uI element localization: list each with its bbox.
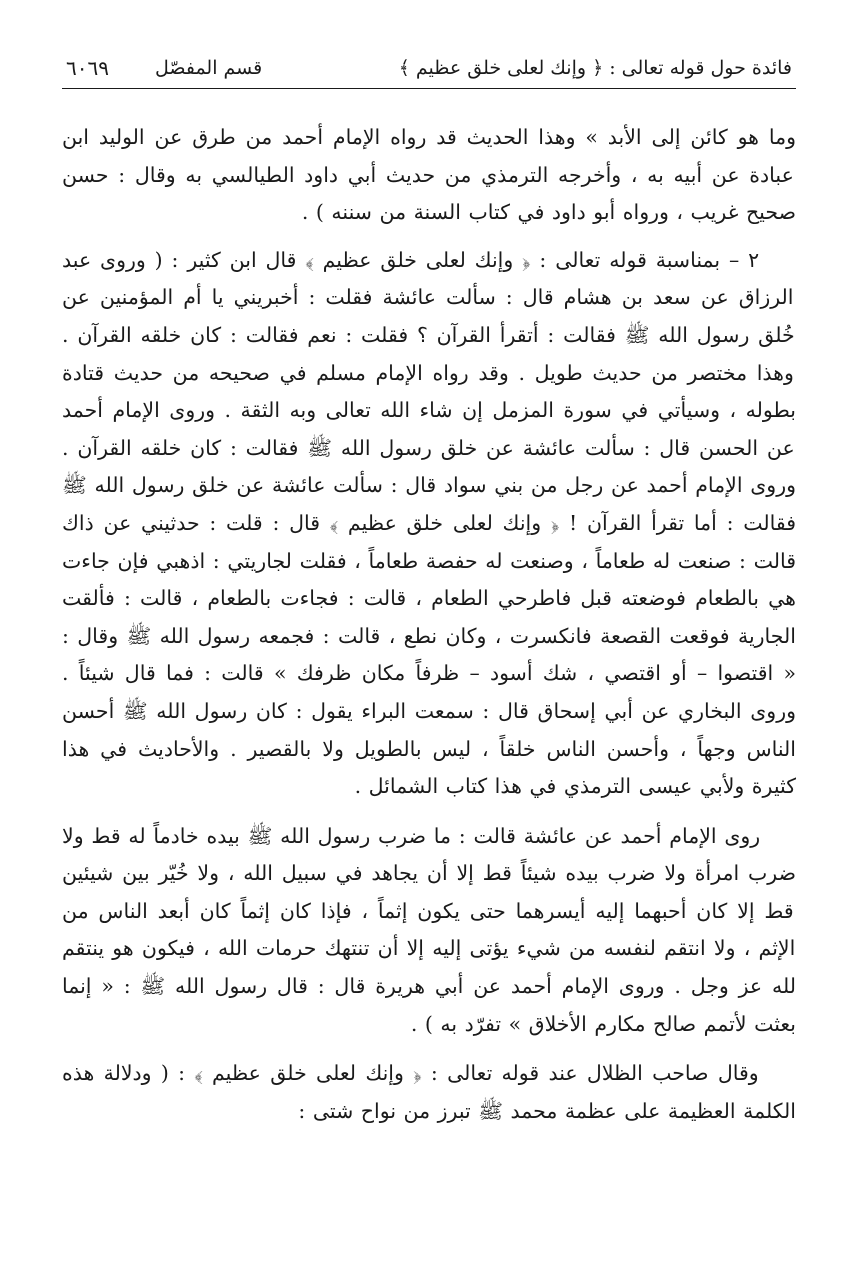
text-line: صحيح غريب ، ورواه أبو داود في كتاب السنة من سننه ) . bbox=[301, 200, 796, 225]
chapter-title: فائدة حول قوله تعالى : ﴿ وإنك لعلى خلق عظيم ﴾ bbox=[398, 57, 792, 79]
text-line: روى الإمام أحمد عن عائشة قالت : ما ضرب رسول الله ﷺ بيده خادماً له قط bbox=[83, 823, 761, 848]
paragraph bbox=[62, 119, 796, 232]
page-body bbox=[62, 119, 796, 1130]
text-line: ٢ – بمناسبة قوله تعالى : ﴿ وإنك لعلى خلق عظيم ﴾ قال ابن كثير : ( وروى bbox=[91, 247, 760, 272]
text-line: الله ﷺ أحسن الناس وجهاً ، وأحسن الناس خلقاً ، ليس بالطويل ولا بالقصير . bbox=[62, 698, 796, 761]
text-line: عبد الرزاق عن سعد بن هشام قال : سألت عائشة فقلت : أخبريني يا أم المؤمنين عن bbox=[62, 247, 794, 310]
text-line: ﷺ فقالت : أما تقرأ القرآن ! ﴿ وإنك لعلى خلق عظيم ﴾ قال : قلت : حدثيني عن bbox=[62, 473, 796, 535]
paragraph bbox=[62, 818, 796, 1044]
text-line: ابن عبادة عن أبيه به ، وأخرجه الترمذي من حديث أبي داود الطيالسي به وقال : حسن bbox=[62, 125, 794, 187]
text-line: ولا ضرب امرأة ولا ضرب بيده شيئاً قط إلا أن يجاهد في سبيل الله ، ولا خُيّر بين bbox=[62, 823, 796, 886]
text-line: والأحاديث في هذا كثيرة ولأبي عيسى الترمذي في هذا كتاب الشمائل . bbox=[62, 736, 796, 799]
text-line: وروى الإمام أحمد عن رجل من بني سواد قال : سألت عائشة عن خلق رسول الله bbox=[86, 473, 796, 498]
text-line: خُلق رسول الله ﷺ فقالت : أتقرأ القرآن ؟ فقلت : نعم فقالت : كان خلقه القرآن . bbox=[62, 322, 795, 347]
paragraph bbox=[62, 242, 796, 806]
text-line: وهذا مختصر من حديث طويل . وقد رواه الإمام مسلم في صحيحه من حديث قتادة bbox=[62, 360, 794, 385]
page-header bbox=[62, 48, 796, 89]
text-line: وما هو كائن إلى الأبد » وهذا الحديث قد رواه الإمام أحمد من طرق عن الوليد bbox=[89, 125, 796, 149]
page-number: ٦٠٦٩ bbox=[66, 56, 109, 80]
text-line: ﷺ وقال : « اقتصوا – أو اقتصي ، شك أسود – ظرفاً مكان ظرفك » قالت : bbox=[62, 623, 796, 686]
text-line: وقال صاحب الظلال عند قوله تعالى : ﴿ وإنك لعلى خلق عظيم ﴾ : ( ودلالة bbox=[94, 1061, 759, 1086]
text-line: بطوله ، وسيأتي في سورة المزمل إن شاء الله تعالى وبه الثقة . وروى الإمام أحمد عن bbox=[62, 398, 796, 460]
text-line: لله عز وجل . وروى الإمام أحمد عن أبي هريرة قال : قال رسول الله ﷺ : bbox=[113, 974, 796, 999]
text-line: جاءت هي بالطعام فوضعته قبل فاطرحي الطعام ، قالت : فجاءت بالطعام ، قالت : bbox=[62, 548, 796, 611]
text-line: فألقت الجارية فوقعت القصعة فانكسرت ، وكان نطع ، قالت : فجمعه رسول الله bbox=[62, 586, 796, 648]
text-line: ذاك قالت : صنعت له طعاماً ، وصنعت له حفصة طعاماً ، فقلت لجاريتي : اذهبي فإن bbox=[62, 510, 796, 573]
header-right bbox=[399, 48, 792, 88]
text-line: فما قال شيئاً . وروى البخاري عن أبي إسحاق قال : سمعت البراء يقول : كان رسول bbox=[62, 661, 796, 723]
text-line: هذه الكلمة العظيمة على عظمة محمد ﷺ تبرز من نواح شتى : bbox=[62, 1061, 796, 1123]
text-line: شيئين قط إلا كان أحبهما إليه أيسرهما حتى يكون إثماً ، فإذا كان إثماً كان أبعد الناس من bbox=[62, 861, 794, 923]
paragraph bbox=[62, 1055, 796, 1130]
text-line: الحسن قال : سألت عائشة عن خلق رسول الله ﷺ فقالت : كان خلقه القرآن . bbox=[62, 435, 759, 460]
text-line: الإثم ، ولا انتقم لنفسه من شيء يؤتى إليه إلا أن تنتهك حرمات الله ، فيكون هو ينتقم bbox=[62, 936, 796, 961]
header-left bbox=[66, 48, 262, 88]
text-line: « إنما بعثت لأتمم صالح مكارم الأخلاق » تفرّد به ) . bbox=[62, 974, 796, 1036]
section-title: قسم المفصّل bbox=[154, 57, 263, 79]
